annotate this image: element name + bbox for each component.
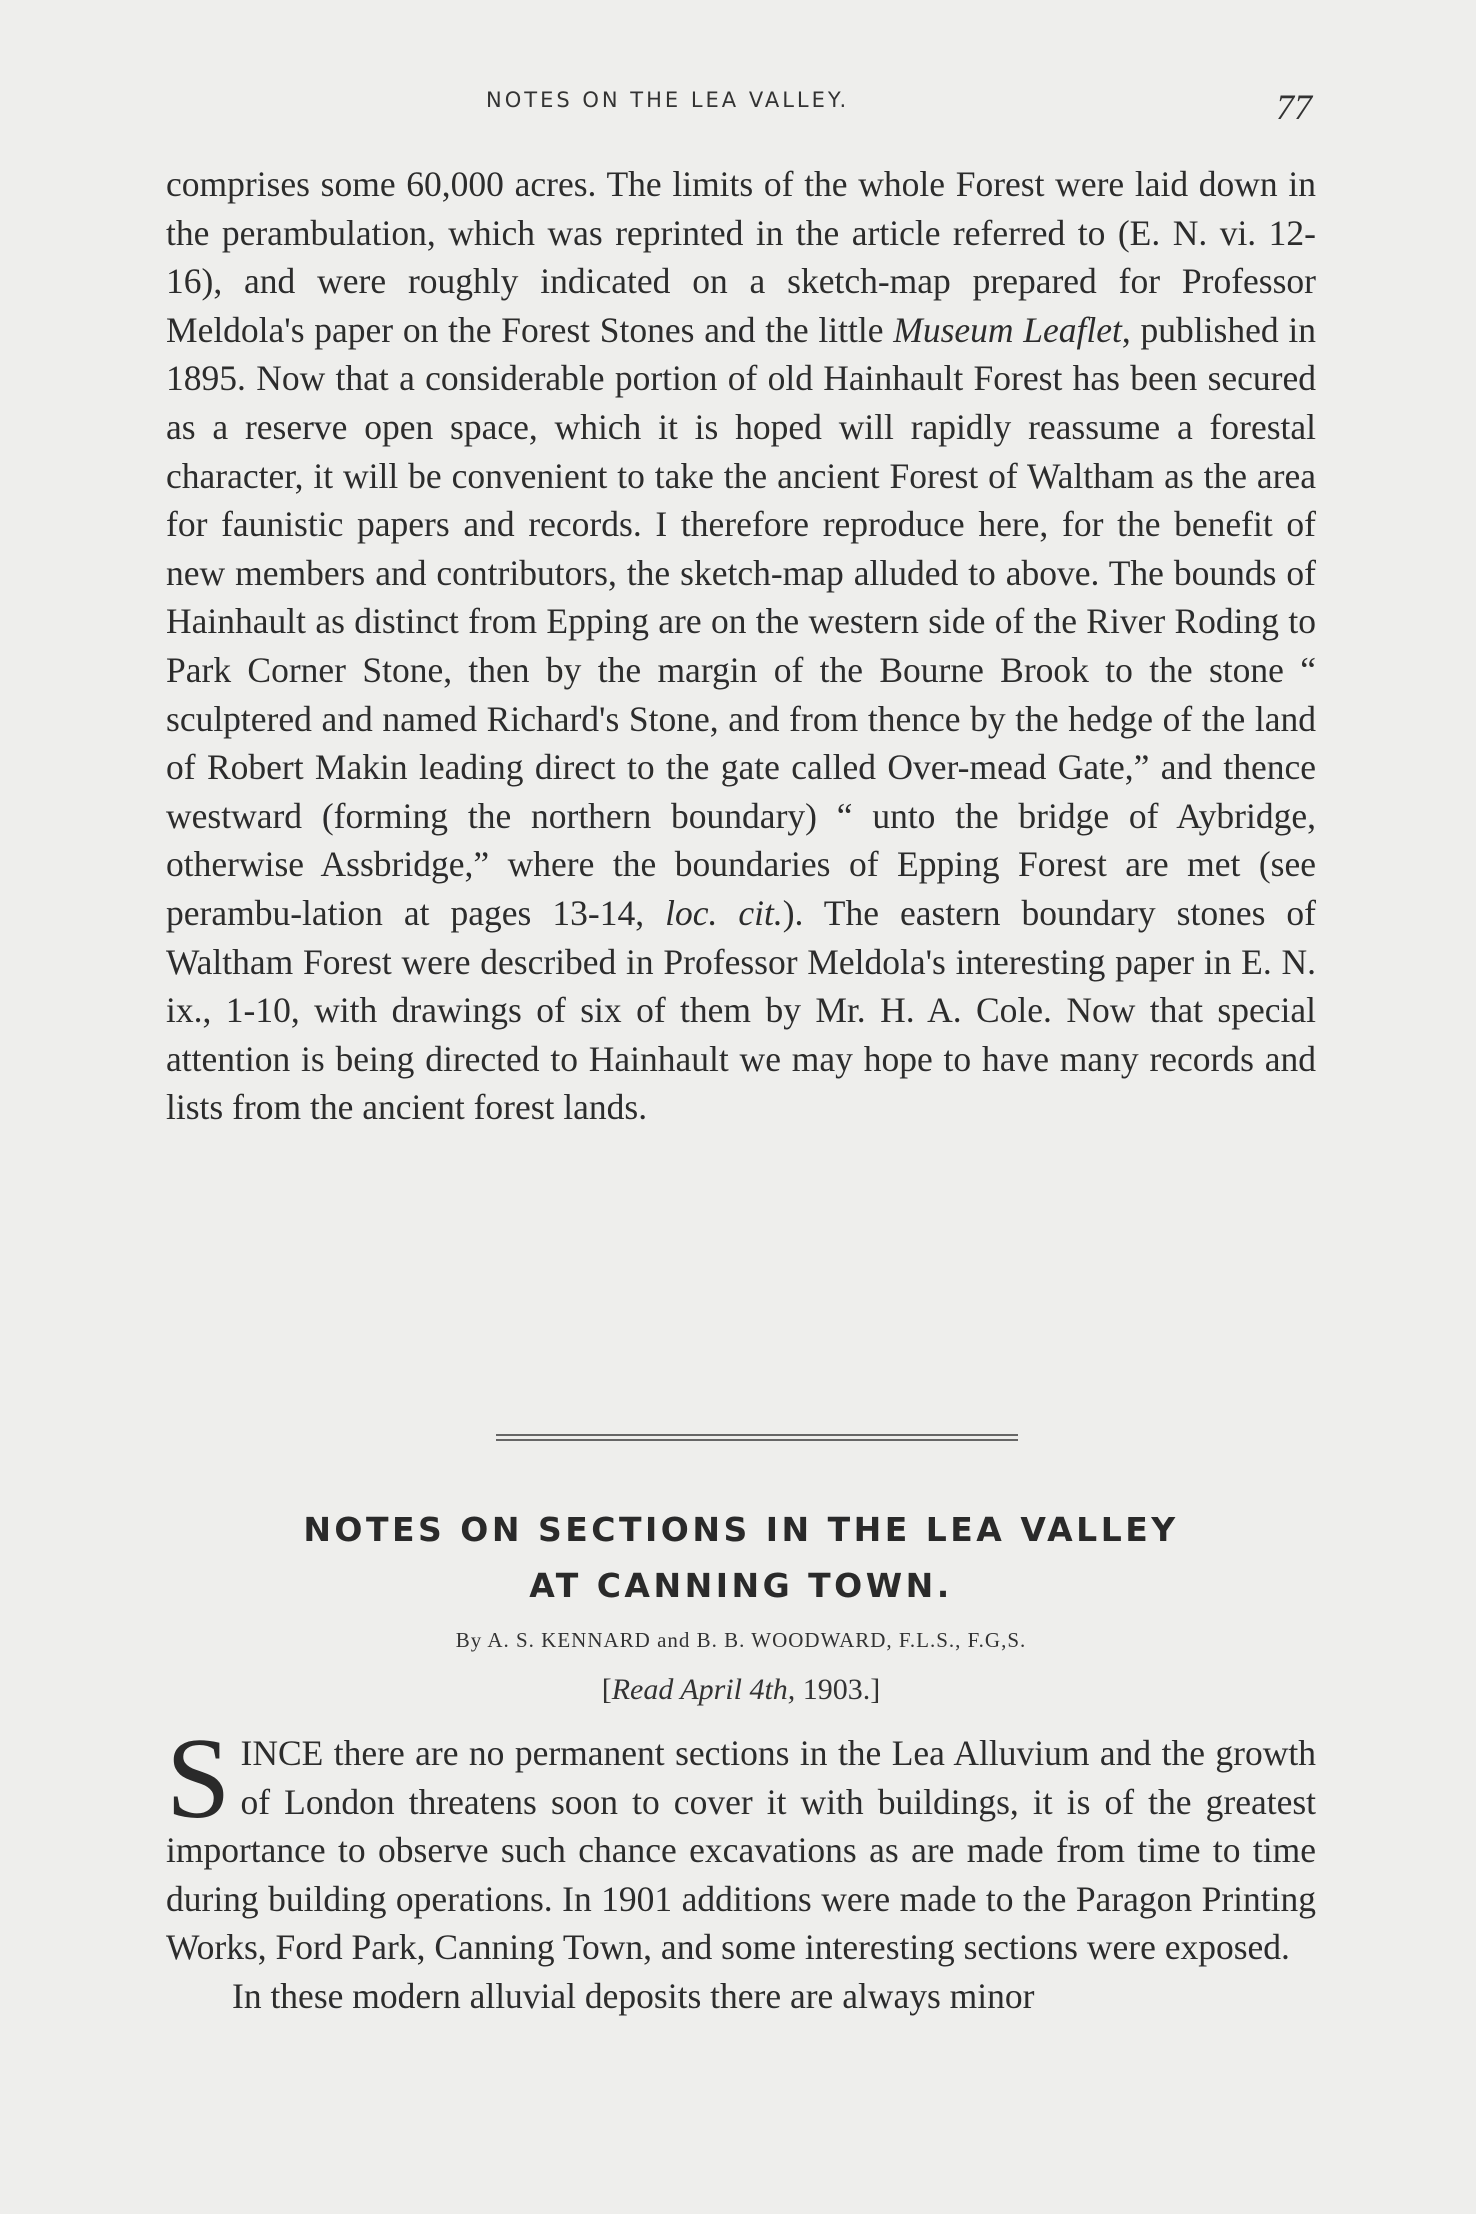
continued-paragraph (166, 160, 1316, 1132)
article-body (166, 1715, 1316, 2021)
author-byline: By A. S. KENNARD and B. B. WOODWARD, F.L.S., F.G,S. (455, 1628, 1027, 1652)
divider-line-bottom (496, 1439, 1018, 1441)
italic-loc-cit: loc. cit. (665, 892, 783, 933)
paragraph-text-part-3: ). The eastern boundary stones of Waltham Forest were described in Professor Meldola's interesting paper in E. N. ix., 1-10, with drawings of six of them by Mr. H. A. Cole. Now that special attention is being directed to Hainhault we may hope to have many records and lists from the ancient forest lands. (166, 892, 1316, 1128)
article-paragraph-1 (166, 1715, 1316, 1972)
article-title-line-1: NOTES ON SECTIONS IN THE LEA VALLEY (303, 1510, 1179, 1549)
paragraph-text-part-1: comprises some 60,000 acres. The limits of the whole Forest were laid down in the perambulation, which was reprinted in the article referred to (E. N. vi. 12-16), and were roughly indicated on a sketch-map prepared for Professor Meldola's paper on the Forest Stones and the little (166, 164, 1316, 350)
read-date (166, 1673, 1316, 1707)
continued-text-block (166, 160, 1316, 1132)
article-title (166, 1502, 1316, 1614)
read-date-italic: Read April 4th, (611, 1673, 796, 1706)
article-title-line-2: AT CANNING TOWN. (529, 1566, 953, 1605)
article-paragraph-1-text: INCE there are no permanent sections in the Lea Alluvium and the growth of London threatens soon to cover it with buildings, it is of the greatest importance to observe such chance excavations as are made from time to time during building operations. In 1901 additions were made to the Paragon Printing Works, Ford Park, Canning Town, and some interesting sections were exposed. (166, 1733, 1316, 1968)
read-date-open-bracket: [ (601, 1673, 612, 1706)
divider-line-top (496, 1434, 1018, 1436)
paragraph-text-part-2: , published in 1895. Now that a considerable portion of old Hainhault Forest has been secured as a reserve open space, which it is hoped will rapidly reassume a forestal character, it will be convenient to take the ancient Forest of Waltham as the area for faunistic papers and records. I therefore reproduce here, for the benefit of new members and contributors, the sketch-map alluded to above. The bounds of Hainhault as distinct from Epping are on the western side of the River Roding to Park Corner Stone, then by the margin of the Bourne Brook to the stone “ sculptered and named Richard's Stone, and from thence by the hedge of the land of Robert Makin leading direct to the gate called Over-mead Gate,” and thence westward (forming the northern boundary) “ unto the bridge of Aybridge, otherwise Assbridge,” where the boundaries of Epping Forest are met (see perambu-lation at pages 13-14, (166, 309, 1316, 933)
article-paragraph-2: In these modern alluvial deposits there are always minor (232, 1975, 1035, 2016)
read-date-year: 1903.] (795, 1673, 881, 1706)
running-head: NOTES ON THE LEA VALLEY. (486, 88, 850, 112)
page-number: 77 (1276, 87, 1312, 127)
drop-cap-letter: S (166, 1715, 231, 1843)
section-divider (496, 1434, 1018, 1444)
italic-title-museum-leaflet: Museum Leaflet (893, 309, 1122, 350)
